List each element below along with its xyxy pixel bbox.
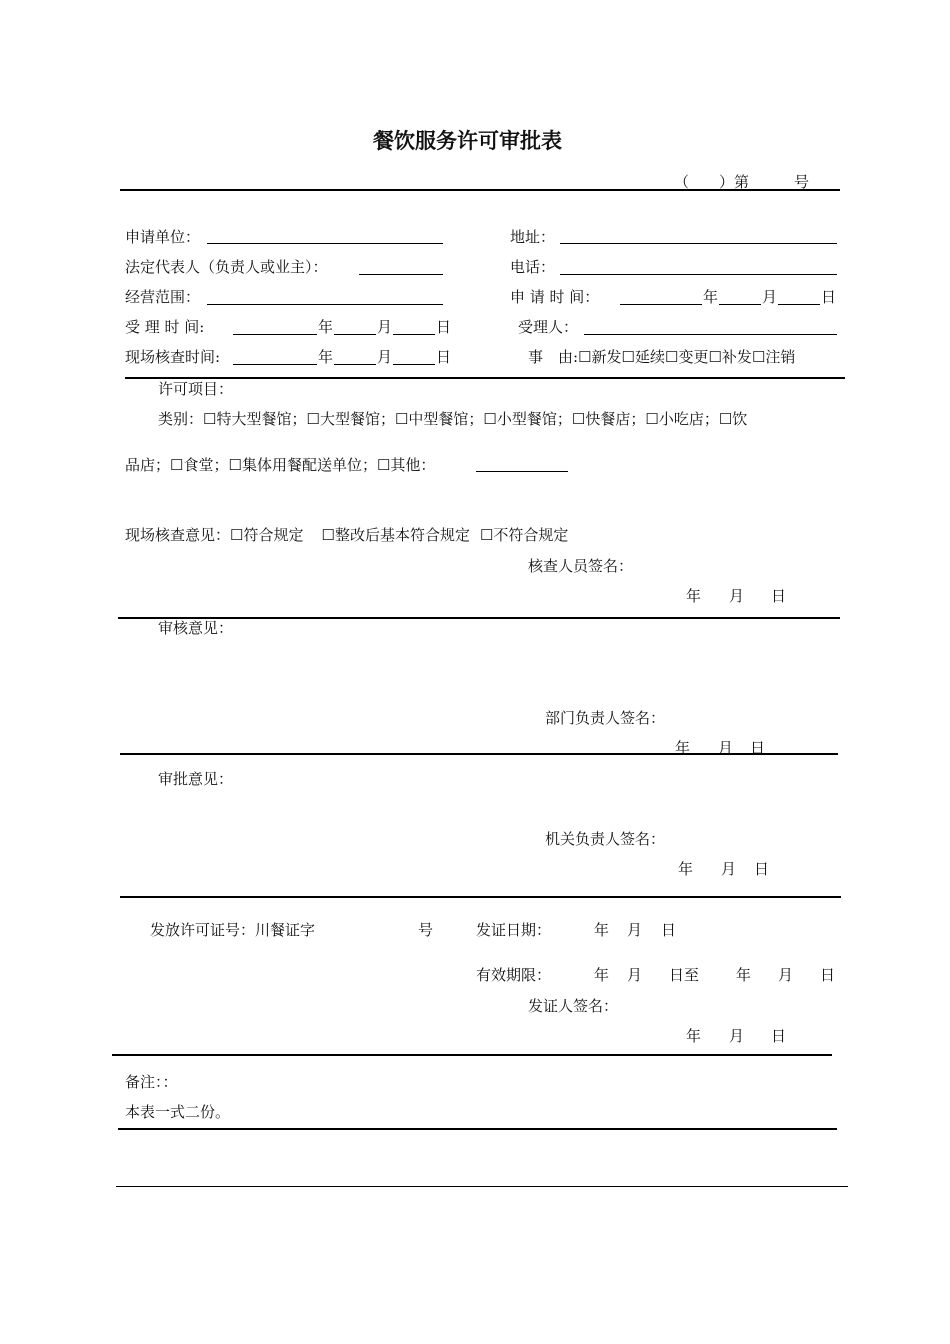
address-field[interactable] (560, 243, 837, 244)
checkbox-change[interactable]: ☐ (665, 348, 679, 366)
divider (112, 1054, 832, 1056)
matter-option-new: 新发 (591, 348, 622, 366)
checkbox-cancel[interactable]: ☐ (751, 348, 766, 366)
year-label: 年 (318, 318, 334, 336)
scope-field[interactable] (207, 304, 443, 305)
category-option: 饮 (732, 410, 748, 428)
month-label: 月 (718, 739, 734, 757)
other-category-field[interactable] (476, 471, 568, 472)
matter-label: 事 由: (528, 348, 579, 366)
year-label: 年 (686, 587, 702, 605)
month-label: 月 (721, 860, 737, 878)
hao-label: 号 (418, 921, 434, 939)
year-label: 年 (736, 966, 752, 984)
category-option: 食堂； (183, 456, 229, 474)
checkbox[interactable]: ☐ (230, 526, 244, 544)
month-label: 月 (729, 1027, 745, 1045)
validity-label: 有效期限： (476, 966, 552, 984)
category-option: 小吃店； (658, 410, 719, 428)
review-sign-label: 部门负责人签名： (545, 709, 666, 727)
category-option: 集体用餐配送单位； (241, 456, 377, 474)
accept-year-field[interactable] (233, 334, 317, 335)
apply-day-field[interactable] (778, 304, 820, 305)
unit-field[interactable] (207, 243, 443, 244)
notes-text: 本表一式二份。 (125, 1103, 231, 1121)
divider (120, 189, 840, 191)
day-label: 日 (661, 921, 677, 939)
year-label: 年 (594, 921, 610, 939)
divider (118, 1128, 837, 1130)
day-label: 日 (821, 288, 837, 306)
accept-time-label: 受 理 时 间: (125, 318, 205, 336)
inspect-month-field[interactable] (334, 364, 376, 365)
address-label: 地址： (510, 228, 556, 246)
apply-month-field[interactable] (719, 304, 761, 305)
divider (120, 753, 838, 755)
notes-label: 备注：： (125, 1073, 178, 1091)
legal-rep-label: 法定代表人（负责人或业主）： (125, 258, 328, 276)
year-label: 年 (594, 966, 610, 984)
serial-number: （ ）第 号 (674, 173, 810, 191)
year-label: 年 (686, 1027, 702, 1045)
category-option: 其他： (390, 456, 436, 474)
items-label: 许可项目： (158, 380, 234, 398)
category-option: 小型餐馆； (496, 410, 572, 428)
accept-day-field[interactable] (393, 334, 435, 335)
checkbox[interactable]: ☐ (394, 410, 409, 428)
legal-rep-field[interactable] (359, 274, 443, 275)
inspection-option: 不符合规定 (493, 526, 569, 544)
month-label: 月 (627, 921, 643, 939)
day-label: 日 (771, 587, 787, 605)
footer-line (116, 1186, 848, 1187)
approval-sign-label: 机关负责人签名： (545, 830, 666, 848)
checkbox-renew[interactable]: ☐ (621, 348, 635, 366)
checkbox[interactable]: ☐ (321, 526, 335, 544)
matter-option-cancel: 注销 (765, 348, 796, 366)
day-label: 日 (820, 966, 836, 984)
review-label: 审核意见： (158, 619, 234, 637)
unit-label: 申请单位： (125, 228, 201, 246)
inspect-year-field[interactable] (233, 364, 317, 365)
checkbox[interactable]: ☐ (203, 410, 217, 428)
approval-label: 审批意见： (158, 770, 234, 788)
month-label: 月 (778, 966, 794, 984)
scope-label: 经营范围： (125, 288, 201, 306)
month-label: 月 (762, 288, 778, 306)
inspection-option: 整改后基本符合规定 (334, 526, 470, 544)
inspect-time-label: 现场核查时间: (125, 348, 221, 366)
category-option: 品店； (125, 456, 171, 474)
day-label: 日 (436, 318, 452, 336)
accept-month-field[interactable] (334, 334, 376, 335)
matter-group (528, 348, 795, 366)
issuer-sign-label: 发证人签名： (528, 997, 619, 1015)
month-label: 月 (377, 348, 393, 366)
day-label: 日 (754, 860, 770, 878)
category-option: 大型餐馆； (319, 410, 395, 428)
year-label: 年 (318, 348, 334, 366)
year-label: 年 (703, 288, 719, 306)
inspection-line (125, 526, 568, 544)
phone-label: 电话： (510, 258, 556, 276)
acceptor-label: 受理人： (518, 318, 579, 336)
checkbox[interactable]: ☐ (483, 410, 497, 428)
checkbox[interactable]: ☐ (228, 456, 242, 474)
inspect-day-field[interactable] (393, 364, 435, 365)
checkbox[interactable]: ☐ (170, 456, 184, 474)
checkbox-reissue[interactable]: ☐ (708, 348, 722, 366)
month-label: 月 (627, 966, 643, 984)
checkbox[interactable]: ☐ (571, 410, 586, 428)
matter-option-change: 变更 (678, 348, 709, 366)
year-label: 年 (678, 860, 694, 878)
month-label: 月 (729, 587, 745, 605)
matter-option-reissue: 补发 (721, 348, 752, 366)
category-option: 特大型餐馆； (216, 410, 307, 428)
to-label: 日至 (669, 966, 700, 984)
category-line-2 (125, 456, 435, 474)
month-label: 月 (377, 318, 393, 336)
category-label: 类别： (158, 410, 204, 428)
matter-option-renew: 延续 (634, 348, 665, 366)
acceptor-field[interactable] (584, 334, 837, 335)
license-no-label: 发放许可证号：川餐证字 (150, 921, 316, 939)
day-label: 日 (771, 1027, 787, 1045)
issue-date-label: 发证日期： (476, 921, 552, 939)
category-option: 中型餐馆； (408, 410, 484, 428)
apply-year-field[interactable] (620, 304, 702, 305)
page-title: 餐饮服务许可审批表 (373, 129, 562, 153)
category-option: 快餐店； (585, 410, 646, 428)
checkbox[interactable]: ☐ (479, 526, 494, 544)
divider (125, 377, 845, 379)
checkbox-new[interactable]: ☐ (578, 348, 592, 366)
divider (120, 896, 841, 898)
phone-field[interactable] (560, 274, 837, 275)
checkbox[interactable]: ☐ (306, 410, 320, 428)
checkbox[interactable]: ☐ (645, 410, 659, 428)
category-line-1 (158, 410, 747, 428)
day-label: 日 (750, 739, 766, 757)
inspector-sign-label: 核查人员签名： (528, 557, 634, 575)
inspection-label: 现场核查意见： (125, 526, 231, 544)
checkbox[interactable]: ☐ (376, 456, 391, 474)
day-label: 日 (436, 348, 452, 366)
year-label: 年 (675, 739, 691, 757)
checkbox[interactable]: ☐ (718, 410, 733, 428)
apply-time-label: 申 请 时 间： (510, 288, 600, 306)
inspection-option: 符合规定 (243, 526, 304, 544)
